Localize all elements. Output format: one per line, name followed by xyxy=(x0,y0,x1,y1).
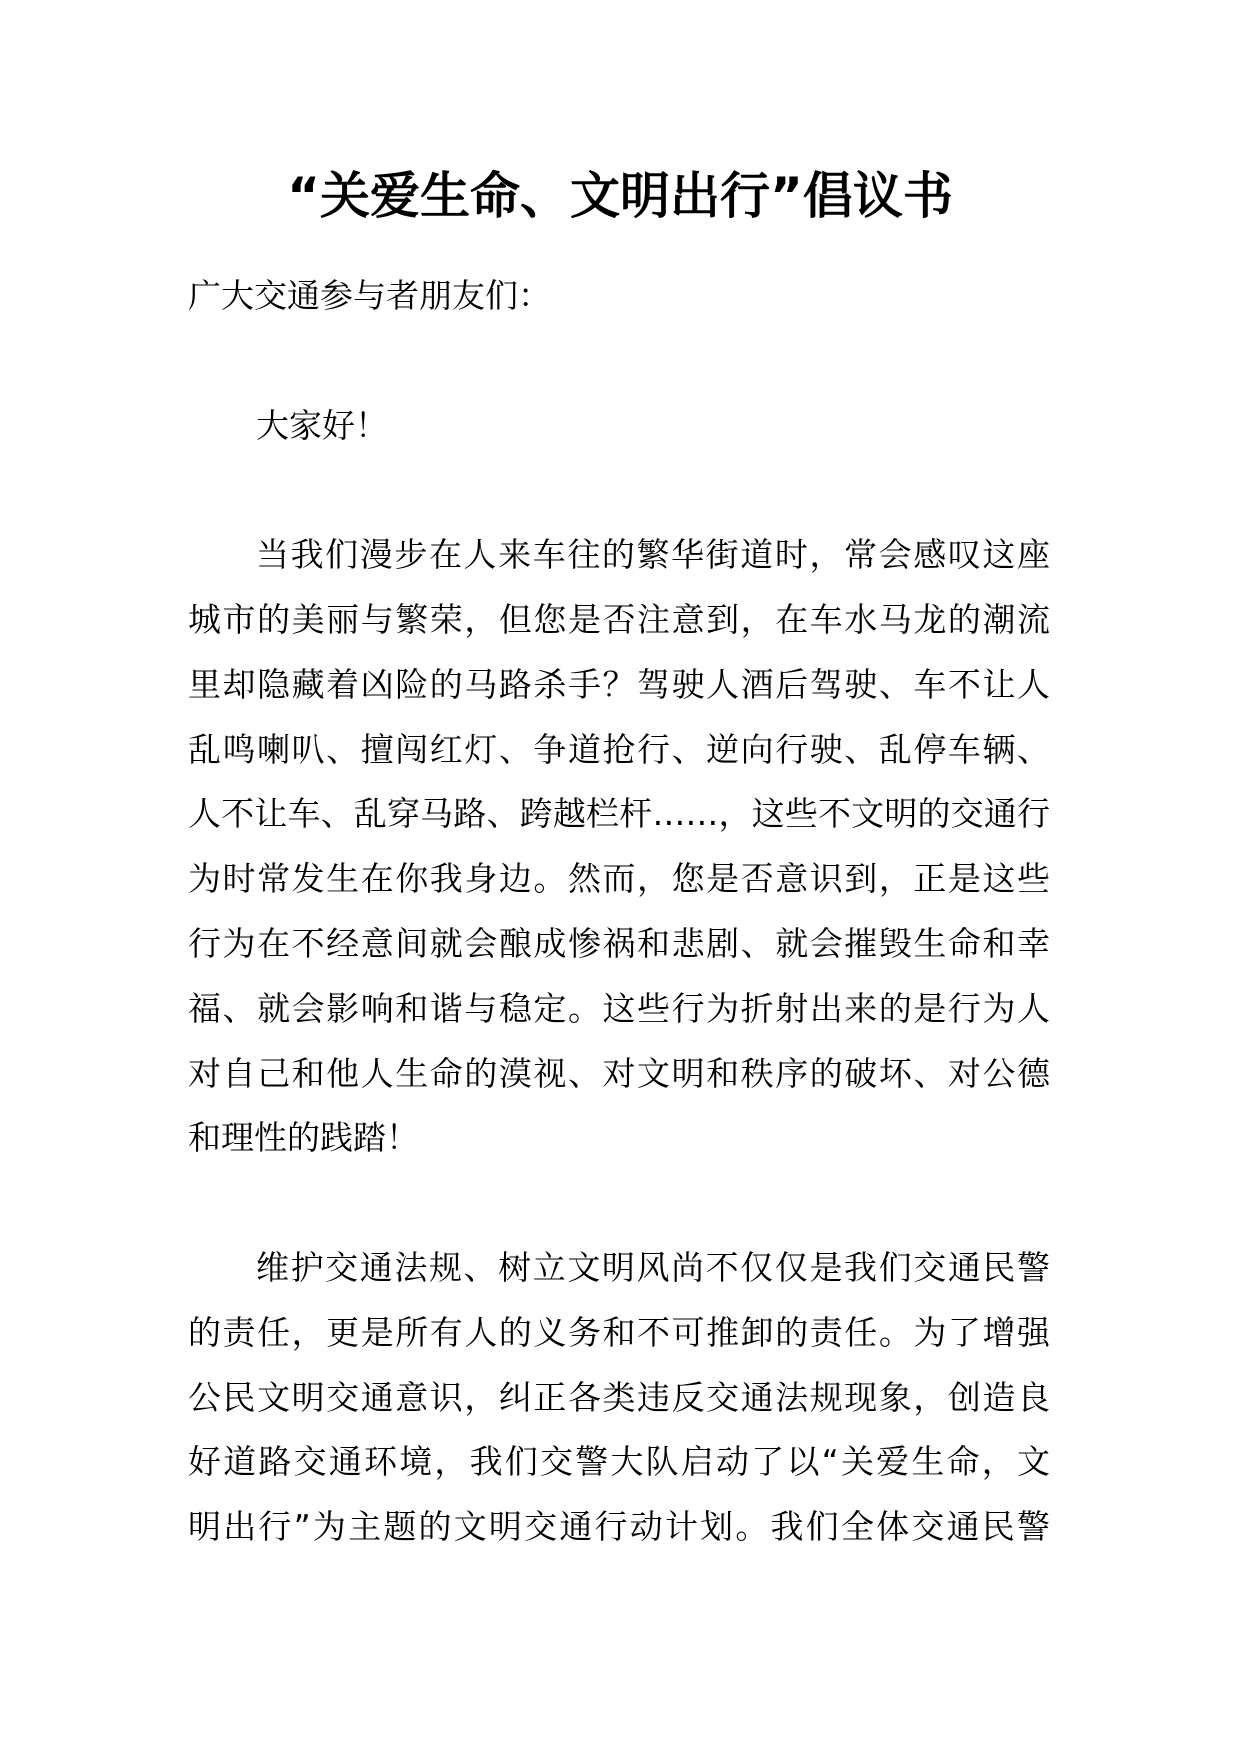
blank-line xyxy=(188,458,1050,523)
paragraph-line: 城市的美丽与繁荣，但您是否注意到，在车水马龙的潮流 xyxy=(188,599,1050,639)
paragraph-line: 明出行”为主题的文明交通行动计划。我们全体交通民警 xyxy=(188,1507,1050,1547)
greeting: 大家好！ xyxy=(256,405,388,445)
paragraph-line: 里却隐藏着凶险的马路杀手？驾驶人酒后驾驶、车不让人 xyxy=(188,664,1050,704)
document-body xyxy=(188,264,1050,1560)
blank-line xyxy=(188,1171,1050,1236)
paragraph-line: 行为在不经意间就会酿成惨祸和悲剧、就会摧毁生命和幸 xyxy=(188,923,1050,963)
paragraph-line: 的责任，更是所有人的义务和不可推卸的责任。为了增强 xyxy=(188,1312,1050,1352)
paragraph-line: 当我们漫步在人来车往的繁华街道时，常会感叹这座 xyxy=(256,535,1050,575)
paragraph-line: 和理性的践踏！ xyxy=(188,1118,419,1158)
salutation: 广大交通参与者朋友们： xyxy=(188,276,551,315)
paragraph-line: 好道路交通环境，我们交警大队启动了以“关爱生命，文 xyxy=(188,1442,1050,1482)
blank-line xyxy=(188,329,1050,394)
paragraph-line: 维护交通法规、树立文明风尚不仅仅是我们交通民警 xyxy=(256,1247,1050,1287)
paragraph-line: 人不让车、乱穿马路、跨越栏杆……，这些不文明的交通行 xyxy=(188,794,1050,834)
paragraph-line: 为时常发生在你我身边。然而，您是否意识到，正是这些 xyxy=(188,859,1050,899)
paragraph-line: 乱鸣喇叭、擅闯红灯、争道抢行、逆向行驶、乱停车辆、 xyxy=(188,729,1050,769)
paragraph-line: 对自己和他人生命的漠视、对文明和秩序的破坏、对公德 xyxy=(188,1053,1050,1093)
paragraph-line: 公民文明交通意识，纠正各类违反交通法规现象，创造良 xyxy=(188,1377,1050,1417)
paragraph-line: 福、就会影响和谐与稳定。这些行为折射出来的是行为人 xyxy=(188,988,1050,1028)
paragraph xyxy=(188,1236,1050,1560)
paragraph xyxy=(188,523,1050,1171)
document-title: “关爱生命、文明出行”倡议书 xyxy=(287,167,953,225)
